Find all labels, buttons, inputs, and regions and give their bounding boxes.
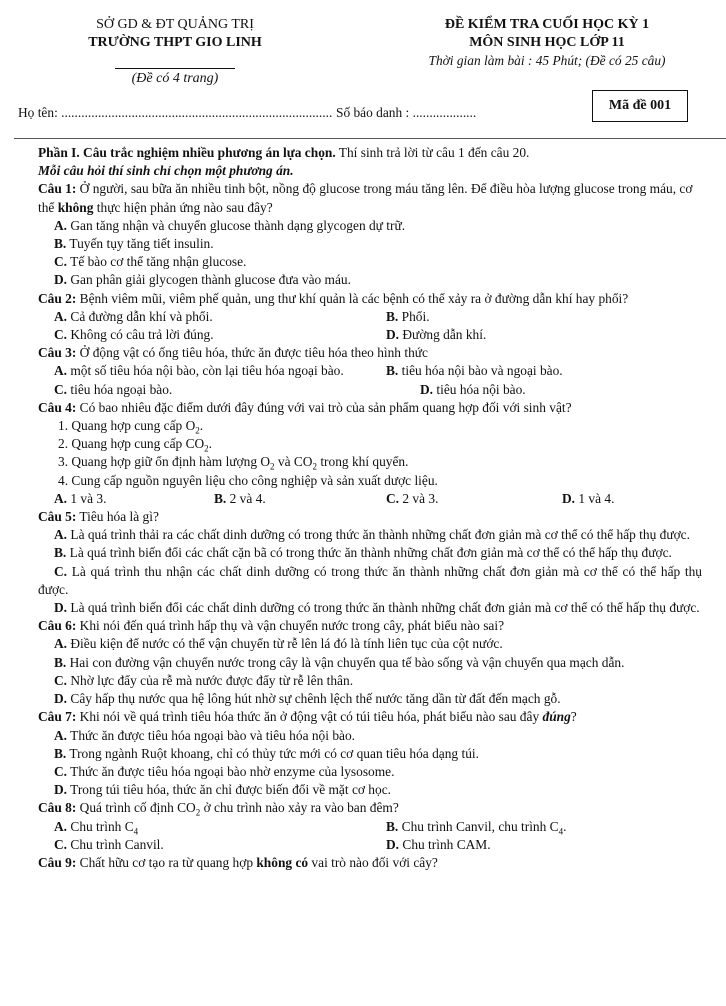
option-d: D. Gan phân giải glycogen thành glucose đưa vào máu. bbox=[54, 272, 351, 288]
option-d: D. Đường dẫn khí. bbox=[386, 327, 487, 343]
option-d: D. Chu trình CAM. bbox=[386, 836, 491, 852]
option-a: A. Là quá trình thải ra các chất dinh dưỡng có trong thức ăn thành những chất đơn giản mà cơ thể có thể hấp thụ được. bbox=[54, 527, 690, 543]
question-8: Câu 8: Quá trình cố định $CO_2$ ở chu trình nào xảy ra vào ban đêm? bbox=[38, 800, 399, 818]
question-4: Câu 4: Có bao nhiêu đặc điểm dưới đây đúng với vai trò của sản phẩm quang hợp đối với sinh vật? bbox=[38, 399, 572, 415]
option-b: B. 2 và 4. bbox=[214, 490, 266, 506]
question-5: Câu 5: Tiêu hóa là gì? bbox=[38, 509, 159, 525]
statement-4: 4. Cung cấp nguồn nguyên liệu cho công nghiệp và sản xuất dược liệu. bbox=[58, 472, 438, 488]
question-7: Câu 7: Khi nói về quá trình tiêu hóa thức ăn ở động vật có túi tiêu hóa, phát biểu nào sau đây đúng? bbox=[38, 709, 577, 725]
option-c: C. Không có câu trả lời đúng. bbox=[54, 327, 214, 343]
part-instruction: Mỗi câu hỏi thí sinh chỉ chọn một phương án. bbox=[38, 163, 294, 179]
time-note: Thời gian làm bài : 45 Phút; (Đề có 25 câu) bbox=[428, 53, 666, 68]
options-row bbox=[38, 818, 702, 836]
options-row bbox=[38, 381, 702, 399]
option-c: C. Chu trình Canvil. bbox=[54, 836, 164, 852]
question-3: Câu 3: Ở động vật có ống tiêu hóa, thức ăn được tiêu hóa theo hình thức bbox=[38, 345, 428, 361]
option-b: B. Là quá trình biến đổi các chất cặn bã có trong thức ăn thành những chất đơn giản mà cơ thể có thể hấp thụ được. bbox=[54, 545, 672, 561]
question-9: Câu 9: Chất hữu cơ tạo ra từ quang hợp không có vai trò nào đối với cây? bbox=[38, 854, 438, 870]
option-a: A. Cả đường dẫn khí và phổi. bbox=[54, 308, 213, 324]
statement-2: 2. Quang hợp cung cấp $CO_2$. bbox=[58, 436, 213, 454]
option-c: C. 2 và 3. bbox=[386, 490, 439, 506]
options-row bbox=[38, 308, 702, 326]
divider bbox=[14, 138, 726, 139]
option-a: A. Chu trình $C_4$ bbox=[54, 818, 139, 837]
exam-content bbox=[38, 144, 702, 872]
options-row bbox=[38, 490, 702, 508]
option-d: D. Trong túi tiêu hóa, thức ăn chỉ được biến đổi về mặt cơ học. bbox=[54, 782, 391, 798]
statement-1: 1. Quang hợp cung cấp $O_2$. bbox=[58, 418, 204, 436]
option-d: D. 1 và 4. bbox=[562, 490, 615, 506]
question-2: Câu 2: Bệnh viêm mũi, viêm phế quản, ung thư khí quản là các bệnh có thể xảy ra ở đường dẫn khí hay phổi? bbox=[38, 290, 629, 306]
option-c: C. tiêu hóa ngoại bào. bbox=[54, 381, 173, 397]
part-heading: Phần I. Câu trắc nghiệm nhiều phương án lựa chọn. Thí sinh trả lời từ câu 1 đến câu 20. bbox=[38, 145, 530, 160]
options-row bbox=[38, 362, 702, 380]
pages-note: (Đề có 4 trang) bbox=[131, 71, 219, 86]
exam-title: ĐỀ KIỂM TRA CUỐI HỌC KỲ 1 bbox=[444, 17, 650, 32]
question-1: Câu 1: Ở người, sau bữa ăn nhiều tinh bột, nồng độ glucose trong máu tăng lên. Để điều hòa lượng glucose trong máu, cơ thể không thực hiện phản ứng nào sau đây? bbox=[38, 181, 693, 215]
option-b: B. Chu trình Canvil, chu trình $C_4$. bbox=[386, 818, 567, 837]
option-d: D. Cây hấp thụ nước qua hệ lông hút nhờ sự chênh lệch thế nước tăng dần từ đất đến mạch gỗ. bbox=[54, 691, 561, 707]
header-right bbox=[392, 16, 702, 70]
options-row bbox=[38, 326, 702, 344]
exam-code-box: Mã đề 001 bbox=[592, 90, 688, 122]
option-d: D. Là quá trình biến đổi các chất dinh dưỡng có trong thức ăn thành những chất đơn giản mà cơ thể có thể hấp thụ được. bbox=[54, 600, 700, 616]
header-left bbox=[40, 16, 310, 88]
option-a: A. Điều kiện để nước có thể vận chuyển từ rễ lên lá đó là tính liên tục của cột nước. bbox=[54, 636, 503, 652]
school-name: TRƯỜNG THPT GIO LINH bbox=[88, 35, 262, 50]
option-a: A. Gan tăng nhận và chuyển glucose thành dạng glycogen dự trữ. bbox=[54, 217, 406, 233]
option-b: B. Tuyến tụy tăng tiết insulin. bbox=[54, 236, 214, 252]
statement-3: 3. Quang hợp giữ ổn định hàm lượng $O_2$ và $CO_2$ trong khí quyển. bbox=[58, 454, 409, 473]
option-a: A. Thức ăn được tiêu hóa ngoại bào và tiêu hóa nội bào. bbox=[54, 727, 355, 743]
option-a: A. một số tiêu hóa nội bào, còn lại tiêu hóa ngoại bào. bbox=[54, 363, 344, 379]
student-name-field: Họ tên: ................................................................................. bbox=[18, 105, 333, 120]
subject-title: MÔN SINH HỌC LỚP 11 bbox=[469, 35, 625, 50]
question-6: Câu 6: Khi nói đến quá trình hấp thụ và vận chuyển nước trong cây, phát biểu nào sai? bbox=[38, 618, 505, 634]
divider bbox=[115, 68, 235, 69]
options-row bbox=[38, 836, 702, 854]
candidate-number-field: Số báo danh : ................... bbox=[336, 105, 477, 120]
option-c: C. Nhờ lực đẩy của rễ mà nước được đẩy từ rễ lên thân. bbox=[54, 672, 354, 688]
option-a: A. 1 và 3. bbox=[54, 490, 107, 506]
option-b: B. Phổi. bbox=[386, 308, 430, 324]
option-b: B. tiêu hóa nội bào và ngoại bào. bbox=[386, 363, 563, 379]
option-d: D. tiêu hóa nội bào. bbox=[420, 381, 526, 397]
option-b: B. Hai con đường vận chuyển nước trong cây là vận chuyển qua tế bào sống và vận chuyển qua mạch dẫn. bbox=[54, 654, 625, 670]
department-name: SỞ GD & ĐT QUẢNG TRỊ bbox=[96, 17, 254, 32]
option-c: C. Tế bào cơ thể tăng nhận glucose. bbox=[54, 254, 247, 270]
option-c: C. Thức ăn được tiêu hóa ngoại bào nhờ enzyme của lysosome. bbox=[54, 763, 395, 779]
option-b: B. Trong ngành Ruột khoang, chỉ có thủy tức mới có cơ quan tiêu hóa dạng túi. bbox=[54, 745, 479, 761]
option-c: C. Là quá trình thu nhận các chất dinh dưỡng có trong thức ăn thành những chất đơn giản mà cơ thể có thể hấp thụ được. bbox=[38, 563, 702, 597]
